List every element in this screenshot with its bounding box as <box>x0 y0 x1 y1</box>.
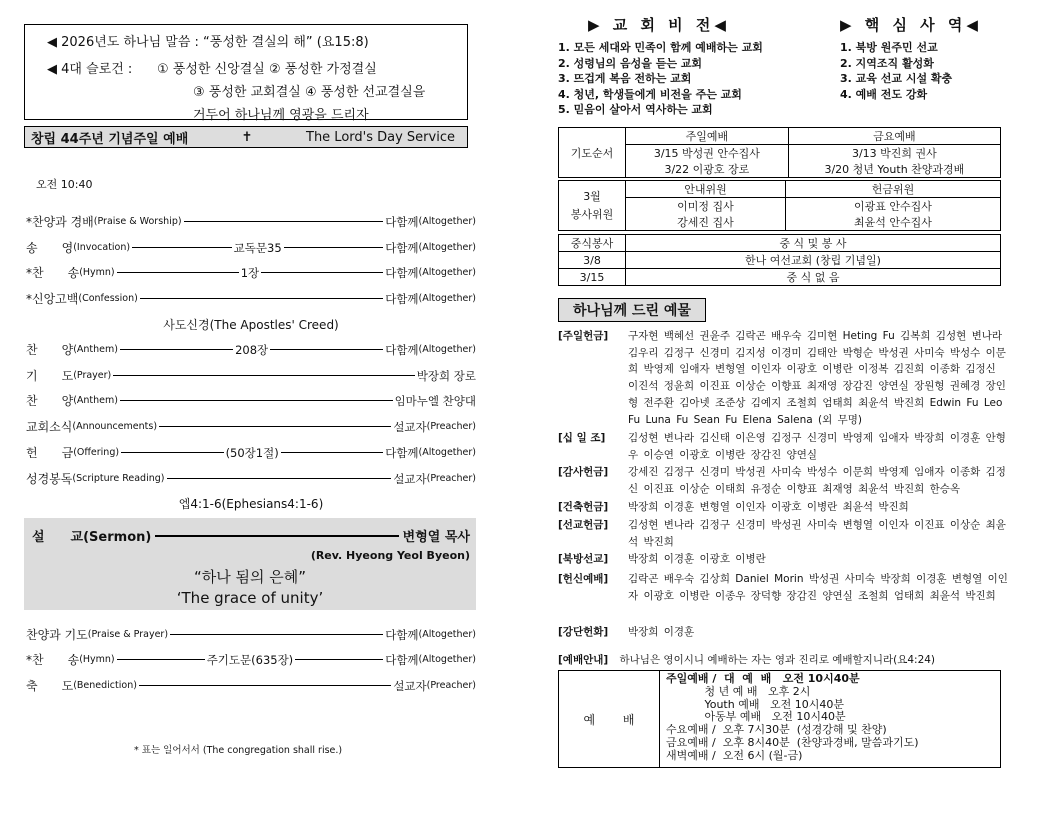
order-title: 찬 송 <box>32 266 80 280</box>
order-title: 기 도 <box>26 369 74 383</box>
order-title: 교회소식 <box>26 420 73 434</box>
order-title: 찬양과 경배 <box>32 215 94 229</box>
offering-names: 박장희 이경훈 변형열 이인자 이광호 이병란 최윤석 박진희 <box>628 501 909 513</box>
order-leader-english: (Preacher) <box>426 680 476 691</box>
order-title-english: (Announcements) <box>72 421 158 432</box>
church-vision-list <box>558 40 763 118</box>
sunday-prayer: 3/15 박성권 안수집사 <box>626 145 789 162</box>
order-title-english: (Prayer) <box>73 370 112 381</box>
order-title-english: (Anthem) <box>73 395 118 406</box>
order-leader: 다함께 <box>385 214 419 229</box>
leader-line <box>170 634 383 635</box>
order-leader: 설교자 <box>393 471 427 486</box>
order-title: 성경봉독 <box>26 472 73 486</box>
order-title-english: (Confession) <box>78 293 138 304</box>
offering-group <box>558 517 1008 550</box>
order-leader: 다함께 <box>385 240 419 255</box>
offering-group <box>558 464 1008 497</box>
order-leader: 설교자 <box>393 678 427 693</box>
order-title: 찬 양 <box>26 343 74 357</box>
slogan-2: ③ 풍성한 교회결실 ④ 풍성한 선교결실을 <box>193 85 426 100</box>
offering-category: [십 일 조] <box>558 432 606 444</box>
order-title: 찬 양 <box>26 394 74 408</box>
order-title: 송 영 <box>26 241 74 255</box>
guide-member: 이미정 집사 <box>626 198 786 215</box>
order-title-english: (Scripture Reading) <box>72 473 165 484</box>
offering-committee-header: 헌금위원 <box>785 181 1000 198</box>
slogan-row <box>47 58 457 77</box>
order-leader-english: (Altogether) <box>418 242 476 253</box>
core-item: 3. 교육 선교 시설 확충 <box>840 72 953 85</box>
order-leader: 다함께 <box>385 627 419 642</box>
schedule-line: Youth 예배 오전 10시40분 <box>666 697 844 711</box>
order-leader: 다함께 <box>385 342 419 357</box>
schedule-line: 청 년 예 배 오후 2시 <box>666 684 811 698</box>
order-mark: * <box>26 291 32 306</box>
offering-category: [건축헌금] <box>558 501 609 513</box>
leader-line <box>113 375 415 376</box>
order-leader-english: (Altogether) <box>418 654 477 665</box>
order-mark: * <box>26 265 32 280</box>
order-leader-english: (Altogether) <box>418 216 476 227</box>
sunday-header: 주일예배 <box>626 128 789 145</box>
offering-member: 이광표 안수집사 <box>785 198 1000 215</box>
offering-category: [주일헌금] <box>558 330 609 342</box>
lunch-service-header: 중 식 및 봉 사 <box>626 235 1001 252</box>
offering-group <box>558 430 1008 463</box>
lunch-service-label: 중식봉사 <box>559 235 626 252</box>
offering-category: [강단헌화] <box>558 626 609 638</box>
offering-names: 구자현 백혜선 권윤주 김락곤 배우숙 김미현 Heting Fu 김복희 김성현 변나라 김우리 김정구 신경미 김지성 이경미 김태안 박형순 박성권 사미숙 박성수 이문희 박영제 임애자 변형열 이인자 이광호 이병란 이정복 김진희 이종화 김정신 이진석 정윤희 이진표 이상순 이향표 최재영 장감진 양연실 장원형 권혜경 장인형 전주환 김아넷 조준상 김예지 조철희 엄태희 최윤석 박진희 Edwin Fu Leo Fu Luna Fu Sean Fu Elena Salena (외 무명) <box>628 330 1006 426</box>
schedule-line: 아동부 예배 오전 10시40분 <box>666 710 846 724</box>
offerings-title: 하나님께 드린 예물 <box>558 298 706 322</box>
order-title-english: (Anthem) <box>73 344 118 355</box>
leader-line <box>159 426 391 427</box>
order-title-english: (Hymn) <box>79 267 115 278</box>
offering-group <box>558 499 1008 516</box>
worship-schedule-table <box>558 670 1001 768</box>
order-item <box>26 444 476 461</box>
core-item: 1. 북방 원주민 선교 <box>840 41 938 54</box>
leader-line <box>132 247 232 248</box>
slogan-3: 거두어 하나님께 영광을 드리자 <box>193 108 369 123</box>
order-leader: 임마누엘 찬양대 <box>394 393 476 408</box>
service-title-english: The Lord's Day Service <box>306 129 455 145</box>
scripture-reference: 엡4:1-6(Ephesians4:1-6) <box>178 497 324 511</box>
worship-schedule-label: 예 배 <box>559 671 660 767</box>
order-title-english: (Invocation) <box>73 242 131 253</box>
vision-item: 1. 모든 세대와 민족이 함께 예배하는 교회 <box>558 41 763 54</box>
core-item: 4. 예배 전도 강화 <box>840 87 928 101</box>
friday-prayer: 3/13 박진희 권사 <box>788 145 1000 162</box>
leader-line <box>155 535 398 537</box>
order-item <box>26 418 476 435</box>
friday-prayer: 3/20 청년 Youth 찬양과경배 <box>788 161 1000 178</box>
lunch-text: 중 식 없 음 <box>626 269 1001 286</box>
offering-member: 최윤석 안수집사 <box>785 214 1000 231</box>
offering-names: 강세진 김정구 신경미 박성권 사미숙 박성수 이문희 박영제 임애자 이종화 김정신 이진표 이상순 이태희 유정순 이향표 최재영 최윤석 박진희 한승옥 <box>628 466 1006 495</box>
leader-line <box>120 349 233 350</box>
order-leader: 다함께 <box>385 291 419 306</box>
annual-verse: ◀ 2026년도 하나님 말씀 : “풍성한 결실의 해” (요15:8) <box>47 35 369 50</box>
offering-category: [북방선교] <box>558 553 609 565</box>
leader-line <box>261 272 383 273</box>
order-item <box>26 626 476 643</box>
order-detail: 주기도문(635장) <box>206 652 294 667</box>
leader-line <box>140 298 383 299</box>
order-leader-english: (Preacher) <box>426 473 476 484</box>
service-time: 오전 10:40 <box>36 178 93 191</box>
schedule-line: 수요예배 / 오후 7시30분 (성경강해 및 찬양) <box>666 723 887 737</box>
sermon-preacher: 변형열 목사 <box>402 530 470 545</box>
standing-note: * 표는 일어서서 (The congregation shall rise.) <box>134 745 343 756</box>
order-item <box>26 213 476 230</box>
order-detail: 1장 <box>240 265 260 280</box>
order-detail: (50장1절) <box>225 445 279 460</box>
order-leader: 박장희 장로 <box>416 368 476 383</box>
committee-month: 3월 <box>583 189 601 203</box>
core-item: 2. 지역조직 활성화 <box>840 56 934 70</box>
guide-member: 강세진 집사 <box>626 214 786 231</box>
order-item <box>26 290 476 307</box>
vision-item: 2. 성령님의 음성을 듣는 교회 <box>558 56 703 70</box>
leader-line <box>120 400 393 401</box>
schedule-line: 새벽예배 / 오전 6시 (월-금) <box>666 748 803 762</box>
order-title-english: (Praise & Worship) <box>93 216 182 227</box>
sunday-prayer: 3/22 이광호 장로 <box>626 161 789 178</box>
order-title-english: (Hymn) <box>79 654 115 665</box>
order-title-english: (Praise & Prayer) <box>87 629 169 640</box>
vision-item: 4. 청년, 학생들에게 비전을 주는 교회 <box>558 87 742 101</box>
order-leader: 다함께 <box>385 445 419 460</box>
committee-label <box>559 181 626 231</box>
slogan-label: ◀ 4대 슬로건 : <box>47 62 133 77</box>
order-detail: 208장 <box>235 342 269 357</box>
order-title: 찬 송 <box>32 653 80 667</box>
prayer-order-label: 기도순서 <box>559 128 626 178</box>
church-vision-title: ▶ 교 회 비 전◀ <box>588 16 730 34</box>
leader-line <box>167 478 392 479</box>
order-leader: 다함께 <box>385 265 419 280</box>
order-item <box>26 367 476 384</box>
core-ministry-title: ▶ 핵 심 사 역◀ <box>840 16 982 34</box>
order-item <box>26 264 476 281</box>
offering-group <box>558 328 1008 428</box>
order-leader-english: (Altogether) <box>418 447 476 458</box>
sermon-preacher-english: (Rev. Hyeong Yeol Byeon) <box>310 549 470 562</box>
order-item <box>26 392 476 409</box>
annual-motto-box <box>24 24 468 123</box>
sermon-title-english: ‘The grace of unity’ <box>176 589 324 607</box>
lunch-service-table <box>558 234 1001 286</box>
leader-line <box>184 221 384 222</box>
leader-line <box>139 685 391 686</box>
order-item <box>26 651 476 668</box>
offering-category: [선교헌금] <box>558 519 609 531</box>
order-title: 신앙고백 <box>32 292 79 306</box>
lunch-date: 3/8 <box>559 252 626 269</box>
order-item <box>26 470 476 487</box>
offering-group <box>558 624 1008 641</box>
offering-names: 김락곤 배우숙 김상희 Daniel Morin 박성권 사미숙 박장희 이경훈 변형열 이인자 이광호 이병란 이종우 장덕향 장감진 양연실 조철희 엄태희 최윤석 박진희 <box>628 573 1008 602</box>
schedule-line: 주일예배 / 대 예 배 오전 10시40분 <box>666 672 860 685</box>
order-title-english: (Offering) <box>73 447 120 458</box>
sermon-title-korean: “하나 됨의 은혜” <box>193 568 307 586</box>
offering-names: 김성현 변나라 김신태 이은영 김정구 신경미 박영제 임애자 박장희 이경훈 안형우 이승연 이광호 이병란 장감진 양연실 <box>628 432 1006 461</box>
order-leader-english: (Altogether) <box>418 629 476 640</box>
offering-group <box>558 571 1008 604</box>
offering-names: 박장희 이경훈 이광호 이병란 <box>628 553 766 565</box>
slogan-1: ① 풍성한 신앙결실 ② 풍성한 가정결실 <box>157 62 377 77</box>
offering-category: [감사헌금] <box>558 466 609 478</box>
worship-info-label: [예배안내] <box>558 654 609 666</box>
schedule-line: 금요예배 / 오후 8시40분 (찬양과경배, 말씀과기도) <box>666 735 919 749</box>
leader-line <box>117 272 239 273</box>
order-detail: 교독문35 <box>233 240 282 255</box>
order-leader: 다함께 <box>385 652 419 667</box>
sermon-row <box>24 518 476 545</box>
offering-category: [헌신예배] <box>558 573 609 585</box>
prayer-order-table <box>558 127 1001 178</box>
leader-line <box>121 452 223 453</box>
offering-names: 박장희 이경훈 <box>628 626 695 638</box>
order-leader: 설교자 <box>393 419 427 434</box>
order-item <box>26 341 476 358</box>
order-mark: * <box>26 652 32 667</box>
leader-line <box>117 659 205 660</box>
order-item <box>26 677 476 694</box>
order-mark: * <box>26 214 32 229</box>
sermon-box <box>24 518 476 610</box>
lunch-date: 3/15 <box>559 269 626 286</box>
cross-icon: ✝ <box>241 129 253 145</box>
vision-item: 5. 믿음이 살아서 역사하는 교회 <box>558 103 713 116</box>
leader-line <box>281 452 383 453</box>
offering-names: 김성현 변나라 김정구 신경미 박성권 사미숙 변형열 이인자 이진표 이상순 최윤석 박진희 <box>628 519 1006 548</box>
order-leader-english: (Altogether) <box>418 267 477 278</box>
leader-line <box>270 349 383 350</box>
order-title: 헌 금 <box>26 446 74 460</box>
service-title-bar <box>24 126 468 148</box>
order-leader-english: (Preacher) <box>426 421 476 432</box>
worship-schedule-lines <box>660 671 1000 767</box>
order-title: 찬양과 기도 <box>26 628 88 642</box>
worship-info-verse: 하나님은 영이시니 예배하는 자는 영과 진리로 예배할지니라(요4:24) <box>619 654 936 666</box>
service-title: 창립 44주년 기념주일 예배 <box>31 131 189 147</box>
offering-group <box>558 551 1008 568</box>
creed: 사도신경(The Apostles' Creed) <box>163 318 339 332</box>
sermon-label: 설 교(Sermon) <box>32 530 152 545</box>
order-title-english: (Benediction) <box>73 680 137 691</box>
leader-line <box>284 247 384 248</box>
order-title: 축 도 <box>26 679 74 693</box>
order-item <box>26 239 476 256</box>
core-ministry-list <box>840 40 952 102</box>
order-leader-english: (Altogether) <box>418 344 477 355</box>
worship-info-note <box>558 652 935 667</box>
lunch-text: 한나 여선교회 (창립 기념일) <box>626 252 1001 269</box>
committee-table <box>558 180 1001 231</box>
vision-item: 3. 뜨겁게 복음 전하는 교회 <box>558 72 692 85</box>
friday-header: 금요예배 <box>788 128 1000 145</box>
guide-header: 안내위원 <box>626 181 786 198</box>
leader-line <box>295 659 383 660</box>
committee-title: 봉사위원 <box>570 207 614 221</box>
order-leader-english: (Altogether) <box>418 293 476 304</box>
